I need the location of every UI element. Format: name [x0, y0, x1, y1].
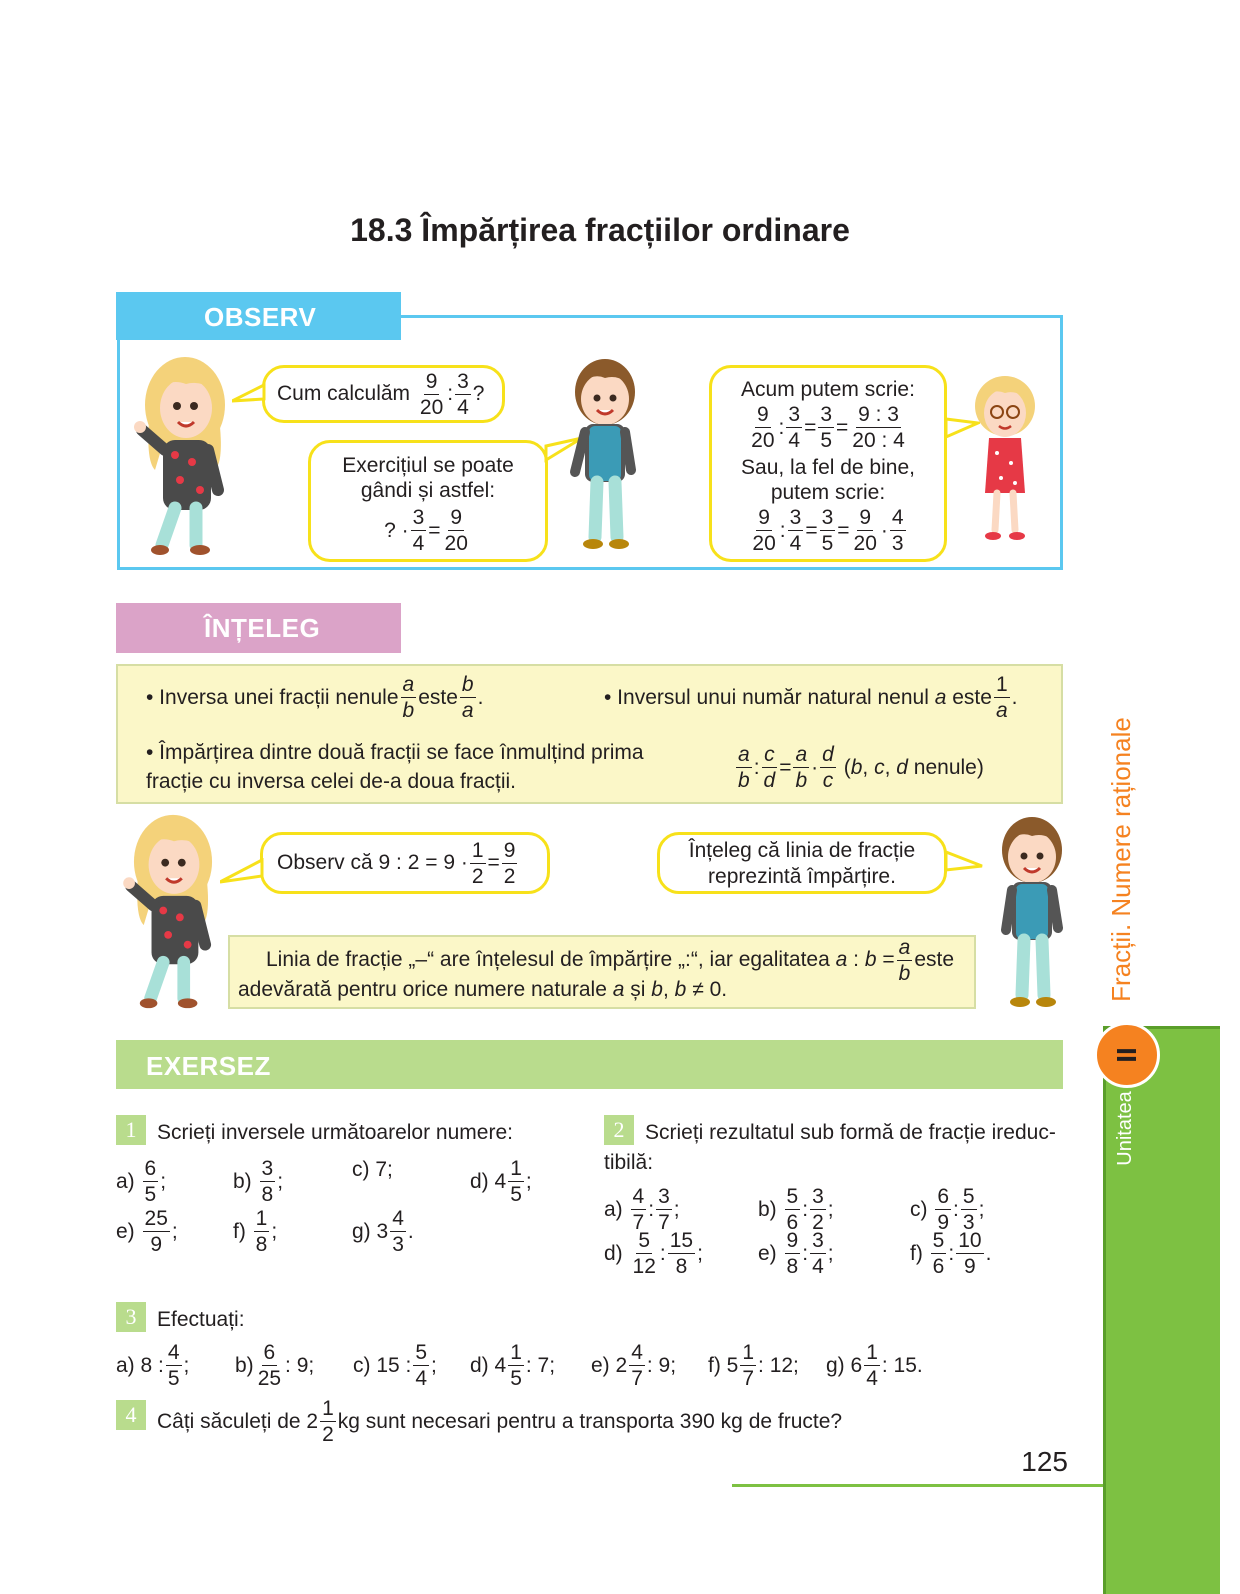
operator: :	[648, 1197, 655, 1221]
conjunction: și	[630, 978, 646, 1001]
variable: a	[934, 685, 947, 709]
item-label: b)	[758, 1197, 777, 1221]
exercise3-item	[470, 1342, 555, 1389]
item-label: c)	[910, 1197, 928, 1221]
fraction-denominator: b	[402, 699, 415, 722]
exercise3-item	[235, 1342, 314, 1389]
bubble3-line3: putem scrie:	[770, 481, 886, 504]
fraction-denominator: 8	[255, 1233, 268, 1256]
inteleg-tab: ÎNȚELEG	[116, 603, 401, 653]
rule-division	[146, 738, 644, 796]
question-mark: ?	[472, 382, 485, 405]
operator: :	[953, 1197, 959, 1221]
fraction-denominator: 9	[937, 1211, 950, 1234]
speech-bubble-observation	[260, 832, 550, 894]
equals-sign: =	[428, 519, 441, 542]
exercise3-item	[591, 1342, 676, 1389]
variable: b	[850, 755, 863, 779]
fraction-numerator: 1	[510, 1157, 522, 1180]
item-end: ;	[271, 1219, 278, 1243]
item-end: : 9;	[285, 1353, 315, 1377]
fraction-denominator: 8	[261, 1183, 274, 1206]
fraction-denominator: 20	[419, 395, 444, 419]
operator: :	[802, 1197, 809, 1221]
fraction-numerator: b	[461, 673, 474, 696]
item-end: ;	[673, 1197, 680, 1221]
fraction-denominator: 6	[932, 1255, 945, 1278]
fraction-denominator: b	[738, 769, 750, 792]
fraction-numerator: c	[764, 743, 775, 766]
fraction-numerator: 3	[812, 1185, 824, 1208]
definition-note	[228, 935, 976, 1009]
exercise2-item	[758, 1186, 834, 1233]
fraction-denominator: 3	[392, 1233, 404, 1256]
operator: :	[447, 382, 454, 405]
variable: b	[674, 978, 687, 1001]
fraction-numerator: 3	[412, 506, 425, 529]
rule2-mid: este	[952, 685, 992, 709]
fraction-numerator: 4	[167, 1341, 180, 1364]
item-label: b)	[235, 1353, 254, 1377]
fraction-numerator: 3	[788, 403, 801, 426]
item-label: e)	[758, 1241, 777, 1265]
item-label: a) 8 :	[116, 1353, 164, 1377]
exercise1-item	[352, 1158, 393, 1182]
fraction-denominator: 9	[150, 1233, 163, 1256]
whole-part: 3	[376, 1219, 389, 1243]
fraction-numerator: 9	[786, 1229, 799, 1252]
fraction-denominator: c	[822, 769, 834, 792]
exercise2-item	[604, 1186, 680, 1233]
item-label: e) 2	[591, 1353, 628, 1377]
item-end: ;	[431, 1353, 437, 1377]
variable: d	[896, 755, 908, 779]
exercise2-text-line2: tibilă:	[604, 1151, 654, 1174]
item-label: g) 6	[826, 1353, 863, 1377]
fraction-numerator: 1	[471, 838, 484, 862]
fraction-denominator: 20	[444, 532, 468, 555]
fraction-numerator: 3	[261, 1157, 274, 1180]
condition: nenule)	[913, 755, 984, 779]
fraction-denominator: 7	[631, 1367, 643, 1390]
page-title: 18.3 Împărțirea fracțiilor ordinare	[350, 212, 850, 248]
fraction-numerator: 1	[866, 1341, 878, 1364]
unknown-mark: ? ·	[384, 519, 409, 542]
item-label: b)	[233, 1169, 252, 1193]
girl-character-illustration	[118, 808, 228, 1013]
fraction-numerator: a	[738, 743, 750, 766]
speech-bubble-question	[262, 365, 505, 423]
item-end: : 12;	[758, 1353, 799, 1377]
fraction-numerator: 1	[742, 1341, 755, 1364]
fraction-denominator: 7	[658, 1211, 670, 1234]
period: .	[1011, 685, 1018, 709]
fraction-denominator: 8	[675, 1255, 688, 1278]
fraction-numerator: 1	[322, 1397, 334, 1420]
rule1-mid: este	[418, 685, 458, 709]
page-number: 125	[1021, 1446, 1068, 1477]
division-formula: $\frac{a}{b}$ : $\frac{c}{d}$ = $\frac{a}{b}$ · $\frac{d}{c}$ ( b , c , d nenule)	[738, 743, 984, 792]
variable: a	[835, 948, 848, 971]
fraction-numerator: 3	[789, 506, 802, 529]
fraction-denominator: 6	[786, 1211, 799, 1234]
fraction-numerator: 9	[450, 506, 463, 529]
fraction-numerator: 15	[669, 1229, 694, 1252]
fraction-numerator: 25	[144, 1207, 168, 1230]
exercise1-item	[233, 1158, 283, 1205]
unit-number-badge	[1094, 1022, 1160, 1088]
fraction-numerator: 4	[632, 1185, 645, 1208]
fraction-denominator: 2	[812, 1211, 824, 1234]
whole-part: 4	[494, 1169, 507, 1193]
item-end: ;	[978, 1197, 985, 1221]
exercise3-item	[116, 1342, 189, 1389]
fraction-numerator: 5	[638, 1229, 651, 1252]
comma: ,	[862, 755, 869, 779]
exercise4-text	[157, 1398, 842, 1445]
fraction-denominator: 2	[322, 1423, 334, 1446]
fraction-numerator: 10	[958, 1229, 982, 1252]
fraction-denominator: 2	[471, 864, 484, 888]
fraction-numerator: 5	[786, 1185, 799, 1208]
fraction-denominator: b	[795, 769, 808, 792]
fraction-numerator: 5	[962, 1185, 975, 1208]
note-line1-end: este	[914, 948, 955, 971]
fraction-numerator: 9	[859, 506, 872, 529]
fraction-denominator: 5	[820, 429, 833, 452]
fraction-numerator: 6	[263, 1341, 276, 1364]
fraction-denominator: 5	[821, 532, 834, 555]
exercise-number-badge: 3	[116, 1302, 146, 1332]
rule3-line1: • Împărțirea dintre două fracții se face înmulțind prima	[146, 741, 644, 764]
item-end: ;	[697, 1241, 703, 1265]
note-line1: Linia de fracție „–“ are înțelesul de împărțire „:“, iar egalitatea	[266, 948, 830, 971]
speech-bubble-understanding	[657, 832, 947, 894]
fraction-numerator: 3	[821, 506, 834, 529]
fraction-numerator: 9	[757, 403, 769, 426]
exercise3-item	[353, 1342, 437, 1389]
bubble2-line1: Exercițiul se poate	[342, 454, 514, 477]
exercise2-item	[758, 1230, 834, 1277]
fraction-denominator: 4	[789, 532, 802, 555]
fraction-denominator: 5	[167, 1367, 180, 1390]
fraction-denominator: 4	[812, 1255, 824, 1278]
speech-bubble-explanation: Acum putem scrie: $\frac{9}{20}$ : $\frac{3}{4}$ = $\frac{3}{5}$ = $\frac{9 : 3}{20 : 4}$ Sau, la fel de bine, putem scrie: $\frac{9}{20}$ : $\frac{3}{4}$ = $\frac{3}{5}$ = $\frac{9}{20}$ · $\frac{4}{3}$	[709, 365, 947, 562]
girl-glasses-character-illustration	[965, 368, 1045, 548]
item-label: c) 15 :	[353, 1353, 412, 1377]
fraction-denominator: 8	[786, 1255, 799, 1278]
exercise1-text: Scrieți inversele următoarelor numere:	[157, 1121, 513, 1144]
fraction-denominator: 7	[632, 1211, 645, 1234]
fraction-numerator: 4	[891, 506, 904, 529]
fraction-denominator: 5	[144, 1183, 157, 1206]
exercise1-item	[116, 1158, 166, 1205]
fraction-denominator: 5	[510, 1367, 522, 1390]
bubble3-line2: Sau, la fel de bine,	[741, 456, 915, 479]
exercise-number-badge: 4	[116, 1400, 146, 1430]
item-label: f) 5	[708, 1353, 739, 1377]
item-end: : 15.	[881, 1353, 923, 1377]
fraction-denominator: 20	[751, 429, 775, 452]
fraction-denominator: 12	[632, 1255, 656, 1278]
item-label: a)	[116, 1169, 135, 1193]
note-line2: adevărată pentru orice numere naturale	[238, 978, 607, 1001]
exercise3-item	[826, 1342, 923, 1389]
exersez-tab: EXERSEZ	[146, 1051, 271, 1081]
bubble5-line1: Înțeleg că linia de fracție	[688, 839, 916, 862]
exercise2-item	[910, 1230, 991, 1277]
operator: :	[802, 1241, 809, 1265]
item-end: .	[407, 1219, 414, 1243]
observ-tab: OBSERV	[116, 292, 401, 340]
item-label: d)	[604, 1241, 623, 1265]
fraction-numerator: 9 : 3	[858, 403, 899, 426]
rule1-text: • Inversa unei fracții nenule	[146, 685, 399, 709]
exercise4-text-part2: kg sunt necesari pentru a transporta 390 kg de fructe?	[337, 1409, 843, 1433]
exercise3-text: Efectuați:	[157, 1308, 245, 1331]
comma: ,	[884, 755, 891, 779]
fraction-numerator: 6	[937, 1185, 950, 1208]
bubble-tail	[220, 858, 264, 886]
operator: :	[853, 948, 859, 971]
fraction-numerator: 1	[995, 673, 1008, 696]
item-label: f)	[910, 1241, 923, 1265]
exercise1-item	[116, 1208, 178, 1255]
item-end: ;	[160, 1169, 167, 1193]
item-end: .	[985, 1241, 992, 1265]
fraction-denominator: 25	[257, 1367, 282, 1390]
fraction-numerator: 3	[820, 403, 833, 426]
fraction-denominator: 4	[412, 532, 425, 555]
item-end: ;	[171, 1219, 178, 1243]
item-label: c)	[352, 1158, 370, 1181]
fraction-denominator: 5	[510, 1183, 522, 1206]
fraction-denominator: 4	[457, 395, 469, 419]
fraction-denominator: a	[461, 699, 474, 722]
fraction-numerator: 6	[144, 1157, 157, 1180]
fraction-numerator: 9	[503, 838, 516, 862]
fraction-numerator: 5	[932, 1229, 945, 1252]
exercise2-item	[604, 1230, 703, 1277]
fraction-denominator: a	[995, 699, 1008, 722]
bubble3-line1: Acum putem scrie:	[741, 378, 915, 401]
item-value: 7;	[375, 1158, 393, 1181]
fraction-numerator: a	[898, 935, 911, 959]
fraction-numerator: 3	[658, 1185, 670, 1208]
fraction-numerator: 4	[631, 1341, 643, 1364]
fraction-numerator: 1	[510, 1341, 522, 1364]
exercise2-text-line1: Scrieți rezultatul sub formă de fracție ireduc-	[645, 1121, 1056, 1144]
variable: a	[612, 978, 625, 1001]
fraction-numerator: 5	[415, 1341, 428, 1364]
speech-bubble-exercise	[308, 440, 548, 562]
exercise3-item	[708, 1342, 799, 1389]
item-label: d) 4	[470, 1353, 507, 1377]
fraction-numerator: d	[822, 743, 834, 766]
fraction-denominator: 20 : 4	[852, 429, 905, 452]
exercise4-text-part1: Câți săculeți de 2	[157, 1409, 319, 1433]
operator: :	[659, 1241, 666, 1265]
operator: :	[948, 1241, 955, 1265]
paren: (	[843, 755, 851, 779]
bubble2-line2: gândi și astfel:	[360, 479, 496, 502]
item-end: : 9;	[646, 1353, 677, 1377]
period: .	[477, 685, 484, 709]
fraction-denominator: 20	[752, 532, 776, 555]
fraction-numerator: 4	[392, 1207, 404, 1230]
exercise-number-badge: 1	[116, 1115, 146, 1145]
chapter-title: Fracții. Numere raționale	[1105, 716, 1136, 1002]
rule2-text: • Inversul unui număr natural nenul	[604, 685, 929, 709]
unit-label: Unitatea	[1113, 1090, 1136, 1166]
item-label: g)	[352, 1219, 371, 1243]
variable: b	[651, 978, 663, 1001]
item-label: d)	[470, 1169, 489, 1193]
item-end: ;	[827, 1241, 834, 1265]
condition: ≠ 0.	[692, 978, 728, 1001]
exercise1-item	[233, 1208, 277, 1255]
footer-rule	[732, 1484, 1104, 1487]
item-label: f)	[233, 1219, 246, 1243]
bubble5-line2: reprezintă împărțire.	[708, 865, 896, 888]
exercise1-item	[470, 1158, 532, 1205]
fraction-denominator: 3	[962, 1211, 975, 1234]
girl-character-illustration	[130, 350, 240, 560]
variable: b	[864, 948, 877, 971]
exercise2-item	[910, 1186, 984, 1233]
fraction-numerator: a	[795, 743, 808, 766]
fraction-denominator: 4	[866, 1367, 878, 1390]
item-end: ;	[525, 1169, 532, 1193]
fraction-numerator: 1	[255, 1207, 268, 1230]
fraction-numerator: a	[402, 673, 415, 696]
exercise-number-badge: 2	[604, 1115, 634, 1145]
fraction-denominator: 3	[891, 532, 904, 555]
rule-inverse-fraction	[146, 674, 483, 721]
bubble-tail	[232, 383, 266, 407]
item-end: ;	[277, 1169, 284, 1193]
boy-character-illustration	[992, 810, 1072, 1010]
fraction-denominator: 7	[742, 1367, 755, 1390]
item-end: : 7;	[525, 1353, 556, 1377]
bubble4-text: Observ că 9 : 2 = 9 ·	[277, 851, 468, 874]
fraction-denominator: 2	[503, 864, 516, 888]
fraction-numerator: 3	[457, 369, 469, 393]
fraction-denominator: 9	[964, 1255, 976, 1278]
bubble1-text: Cum calculăm	[277, 382, 411, 405]
equals-sign: =	[882, 948, 895, 971]
comma: ,	[662, 978, 669, 1001]
fraction-numerator: 9	[758, 506, 770, 529]
fraction-numerator: 9	[425, 369, 438, 393]
fraction-numerator: 3	[812, 1229, 824, 1252]
fraction-denominator: 4	[415, 1367, 428, 1390]
item-label: e)	[116, 1219, 135, 1243]
fraction-denominator: 20	[853, 532, 877, 555]
side-chapter-label	[1090, 706, 1152, 1012]
unit-number: II	[1111, 1047, 1142, 1063]
boy-character-illustration	[565, 352, 645, 552]
fraction-denominator: b	[898, 961, 911, 985]
fraction-denominator: d	[763, 769, 776, 792]
bubble-tail	[944, 848, 984, 874]
item-end: ;	[183, 1353, 190, 1377]
fraction-denominator: 4	[788, 429, 801, 452]
rule3-line2: fracție cu inversa celei de-a doua fracții.	[146, 770, 517, 793]
equals-sign: =	[487, 851, 500, 874]
item-label: a)	[604, 1197, 623, 1221]
exercise1-item	[352, 1208, 414, 1255]
rule-inverse-natural	[604, 674, 1017, 721]
variable: c	[874, 755, 885, 779]
item-end: ;	[827, 1197, 834, 1221]
